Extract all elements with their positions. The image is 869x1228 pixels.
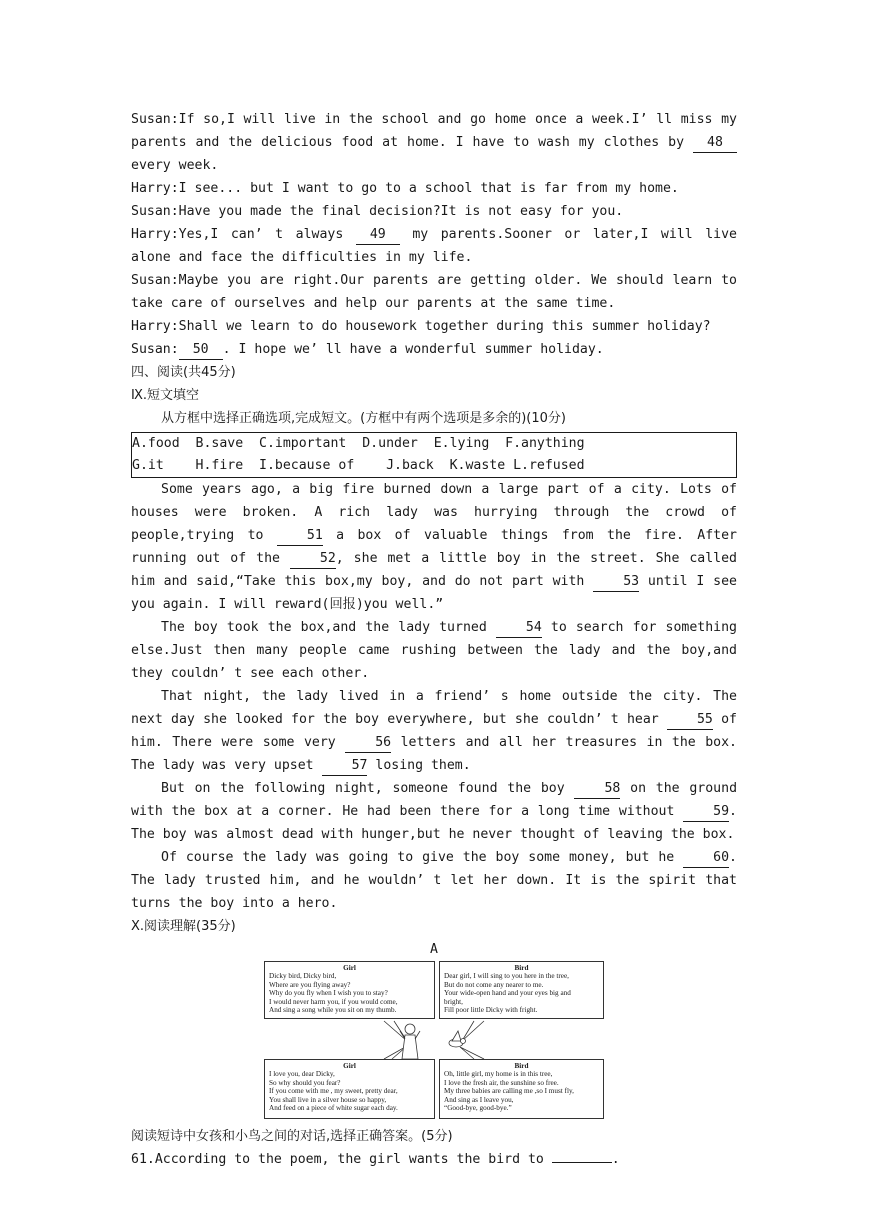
dialogue-line-susan-4: Susan: 50 . I hope we’ ll have a wonderful summer holiday. [131,338,737,361]
blank-48[interactable]: 48 [693,134,737,153]
poem-line: If you come with me , my sweet, pretty dear, [269,1087,398,1096]
poem-line: Why do you fly when I wish you to stay? [269,989,388,998]
poem-box-title: Girl [343,964,356,972]
dialogue-line-susan-3: Susan:Maybe you are right.Our parents are getting older. We should learn to take care of ourselves and help our parents at the same time. [131,273,737,311]
poem-line: But do not come any nearer to me. [444,980,544,989]
dialogue-line-susan-2: Susan:Have you made the final decision?It is not easy for you. [131,204,624,219]
blank-60[interactable]: 60 [683,849,729,868]
answer-blank-61[interactable] [552,1162,612,1163]
blank-58[interactable]: 58 [574,780,620,799]
poem-line: “Good-bye, good-bye.” [444,1104,512,1113]
poem-figure [264,961,604,1121]
poem-box-title: Girl [343,1062,356,1070]
options-box [131,432,737,478]
bird-figure [449,1031,466,1047]
poem-line: And feed on a piece of white sugar each day. [269,1104,398,1113]
poem-box-title: Bird [514,1062,529,1070]
options-row-1: A.food B.save C.important D.under E.lying F.anything [132,436,585,451]
poem-line: Oh, little girl, my home is in this tree, [444,1070,553,1079]
passage-a-label: A [430,942,438,957]
poem-line: I love the fresh air, the sunshine so free. [444,1078,559,1087]
poem-line: I love you, dear Dicky, [269,1070,335,1079]
poem-box-bird-1 [439,961,604,1019]
section-9-instruction: 从方框中选择正确选项,完成短文。(方框中有两个选项是多余的)(10分) [161,411,566,426]
blank-52[interactable]: 52 [290,550,336,569]
blank-50[interactable]: 50 [179,341,223,360]
section-9-heading: Ⅸ.短文填空 [131,388,200,403]
passage-paragraph-5: Of course the lady was going to give the boy some money, but he 60. The lady trusted him, and he wouldn’ t let her down. It is the spirit that turns the boy into a hero. [131,850,737,911]
poem-line: Fill poor little Dicky with fright. [444,1006,538,1015]
poem-line: Your wide-open hand and your eyes big and [444,989,571,998]
options-row-2: G.it H.fire I.because of J.back K.waste L.refused [132,458,585,473]
passage-paragraph-2: The boy took the box,and the lady turned 54 to search for something else.Just then many people came rushing between the lady and the boy,and they couldn’ t see each other. [131,620,737,681]
passage-paragraph-4: But on the following night, someone found the boy 58 on the ground with the box at a corner. He had been there for a long time without 59. The boy was almost dead with hunger,but he never thought of leaving the box. [131,781,738,842]
poem-box-bird-2 [439,1059,604,1119]
poem-box-title: Bird [514,964,529,972]
blank-51[interactable]: 51 [277,527,323,546]
passage-paragraph-1: Some years ago, a big fire burned down a large part of a city. Lots of houses were broken. A rich lady was hurrying through the crowd of people,trying to 51 a box of valuable things from the fire. After running out of the 52, she met a little boy in the street. She called him and said,“Take this box,my boy, and do not part with 53 until I see you again. I will reward(回报)you well.” [131,482,737,612]
poem-line: And sing as I leave you, [444,1095,514,1104]
poem-line: bright, [444,997,463,1006]
poem-line: Where are you flying away? [269,980,351,989]
poem-box-girl-1 [264,961,435,1019]
blank-53[interactable]: 53 [593,573,639,592]
dialogue-line-harry-3: Harry:Shall we learn to do housework together during this summer holiday? [131,319,711,334]
dialogue-line-susan-1: Susan:If so,I will live in the school and go home once a week.I’ ll miss my parents and the delicious food at home. I have to wash my clothes by 48 every week. [131,112,737,173]
blank-57[interactable]: 57 [322,757,368,776]
blank-56[interactable]: 56 [345,734,391,753]
poem-line: My three babies are calling me ,so I must fly, [444,1087,574,1096]
poem-box-girl-2 [264,1059,435,1119]
page-content [131,108,737,1171]
dialogue-line-harry-1: Harry:I see... but I want to go to a school that is far from my home. [131,181,679,196]
dialogue-line-harry-2: Harry:Yes,I can’ t always 49 my parents.Sooner or later,I will live alone and face the difficulties in my life. [131,227,737,265]
blank-59[interactable]: 59 [683,803,729,822]
poem-line: Dicky bird, Dicky bird, [269,972,337,981]
blank-54[interactable]: 54 [496,619,542,638]
section-4-heading: 四、阅读(共45分) [131,365,236,380]
poem-line: And sing a song while you sit on my thumb. [269,1006,397,1015]
section-10-heading: Ⅹ.阅读理解(35分) [131,919,236,934]
poem-instruction: 阅读短诗中女孩和小鸟之间的对话,选择正确答案。(5分) [131,1129,453,1144]
poem-line: So why should you fear? [269,1078,341,1087]
poem-line: Dear girl, I will sing to you here in the tree, [444,972,569,981]
passage-paragraph-3: That night, the lady lived in a friend’ s home outside the city. The next day she looked for the boy everywhere, but she couldn’ t hear 55 of him. There were some very 56 letters and all her treasures in the box. The lady was very upset 57 losing them. [131,685,737,777]
blank-49[interactable]: 49 [356,226,400,245]
question-61: 61.According to the poem, the girl wants the bird to . [131,1152,620,1167]
poem-line: You shall live in a silver house so happy, [269,1095,387,1104]
poem-line: I would never harm you, if you would come, [269,997,398,1006]
blank-55[interactable]: 55 [667,711,713,730]
